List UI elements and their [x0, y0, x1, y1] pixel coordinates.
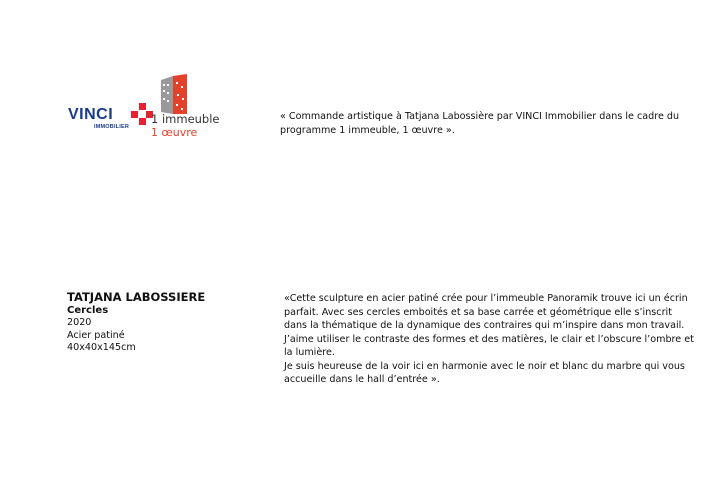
artist-name: TATJANA LABOSSIERE [67, 290, 206, 304]
logo [64, 74, 234, 140]
quote-paragraph: Je suis heureuse de la voir ici en harmonie avec le noir et blanc du marbre qui vous accueille dans le hall d’entrée ». [284, 360, 685, 385]
commission-statement: « Commande artistique à Tatjana Labossière par VINCI Immobilier dans le cadre du programme 1 immeuble, 1 œuvre ». [280, 111, 680, 136]
building-icon [161, 74, 189, 114]
program-name-line1: 1 immeuble [151, 112, 220, 126]
vinci-cross-icon [131, 103, 153, 125]
artwork-year: 2020 [67, 317, 92, 328]
program-name-line2: 1 œuvre [151, 126, 198, 139]
artwork-info [67, 290, 267, 355]
artwork-title: Cercles [67, 305, 109, 316]
artist-quote [284, 292, 694, 387]
vinci-logo-subtitle: IMMOBILIER [94, 124, 129, 130]
artwork-material: Acier patiné [67, 329, 125, 341]
vinci-logo-text: VINCI [68, 106, 114, 123]
quote-paragraph: «Cette sculpture en acier patiné crée pour l’immeuble Panoramik trouve ici un écrin parfait. Avec ses cercles emboités et sa base carrée et géométrique elle s’inscrit dans la thématique de la dynamique des contraires qui m’inspire dans mon travail. J’aime utiliser le contraste des formes et des matières, le clair et l’obscure l’ombre et la lumière. [284, 293, 694, 358]
artwork-dimensions: 40x40x145cm [67, 342, 136, 353]
